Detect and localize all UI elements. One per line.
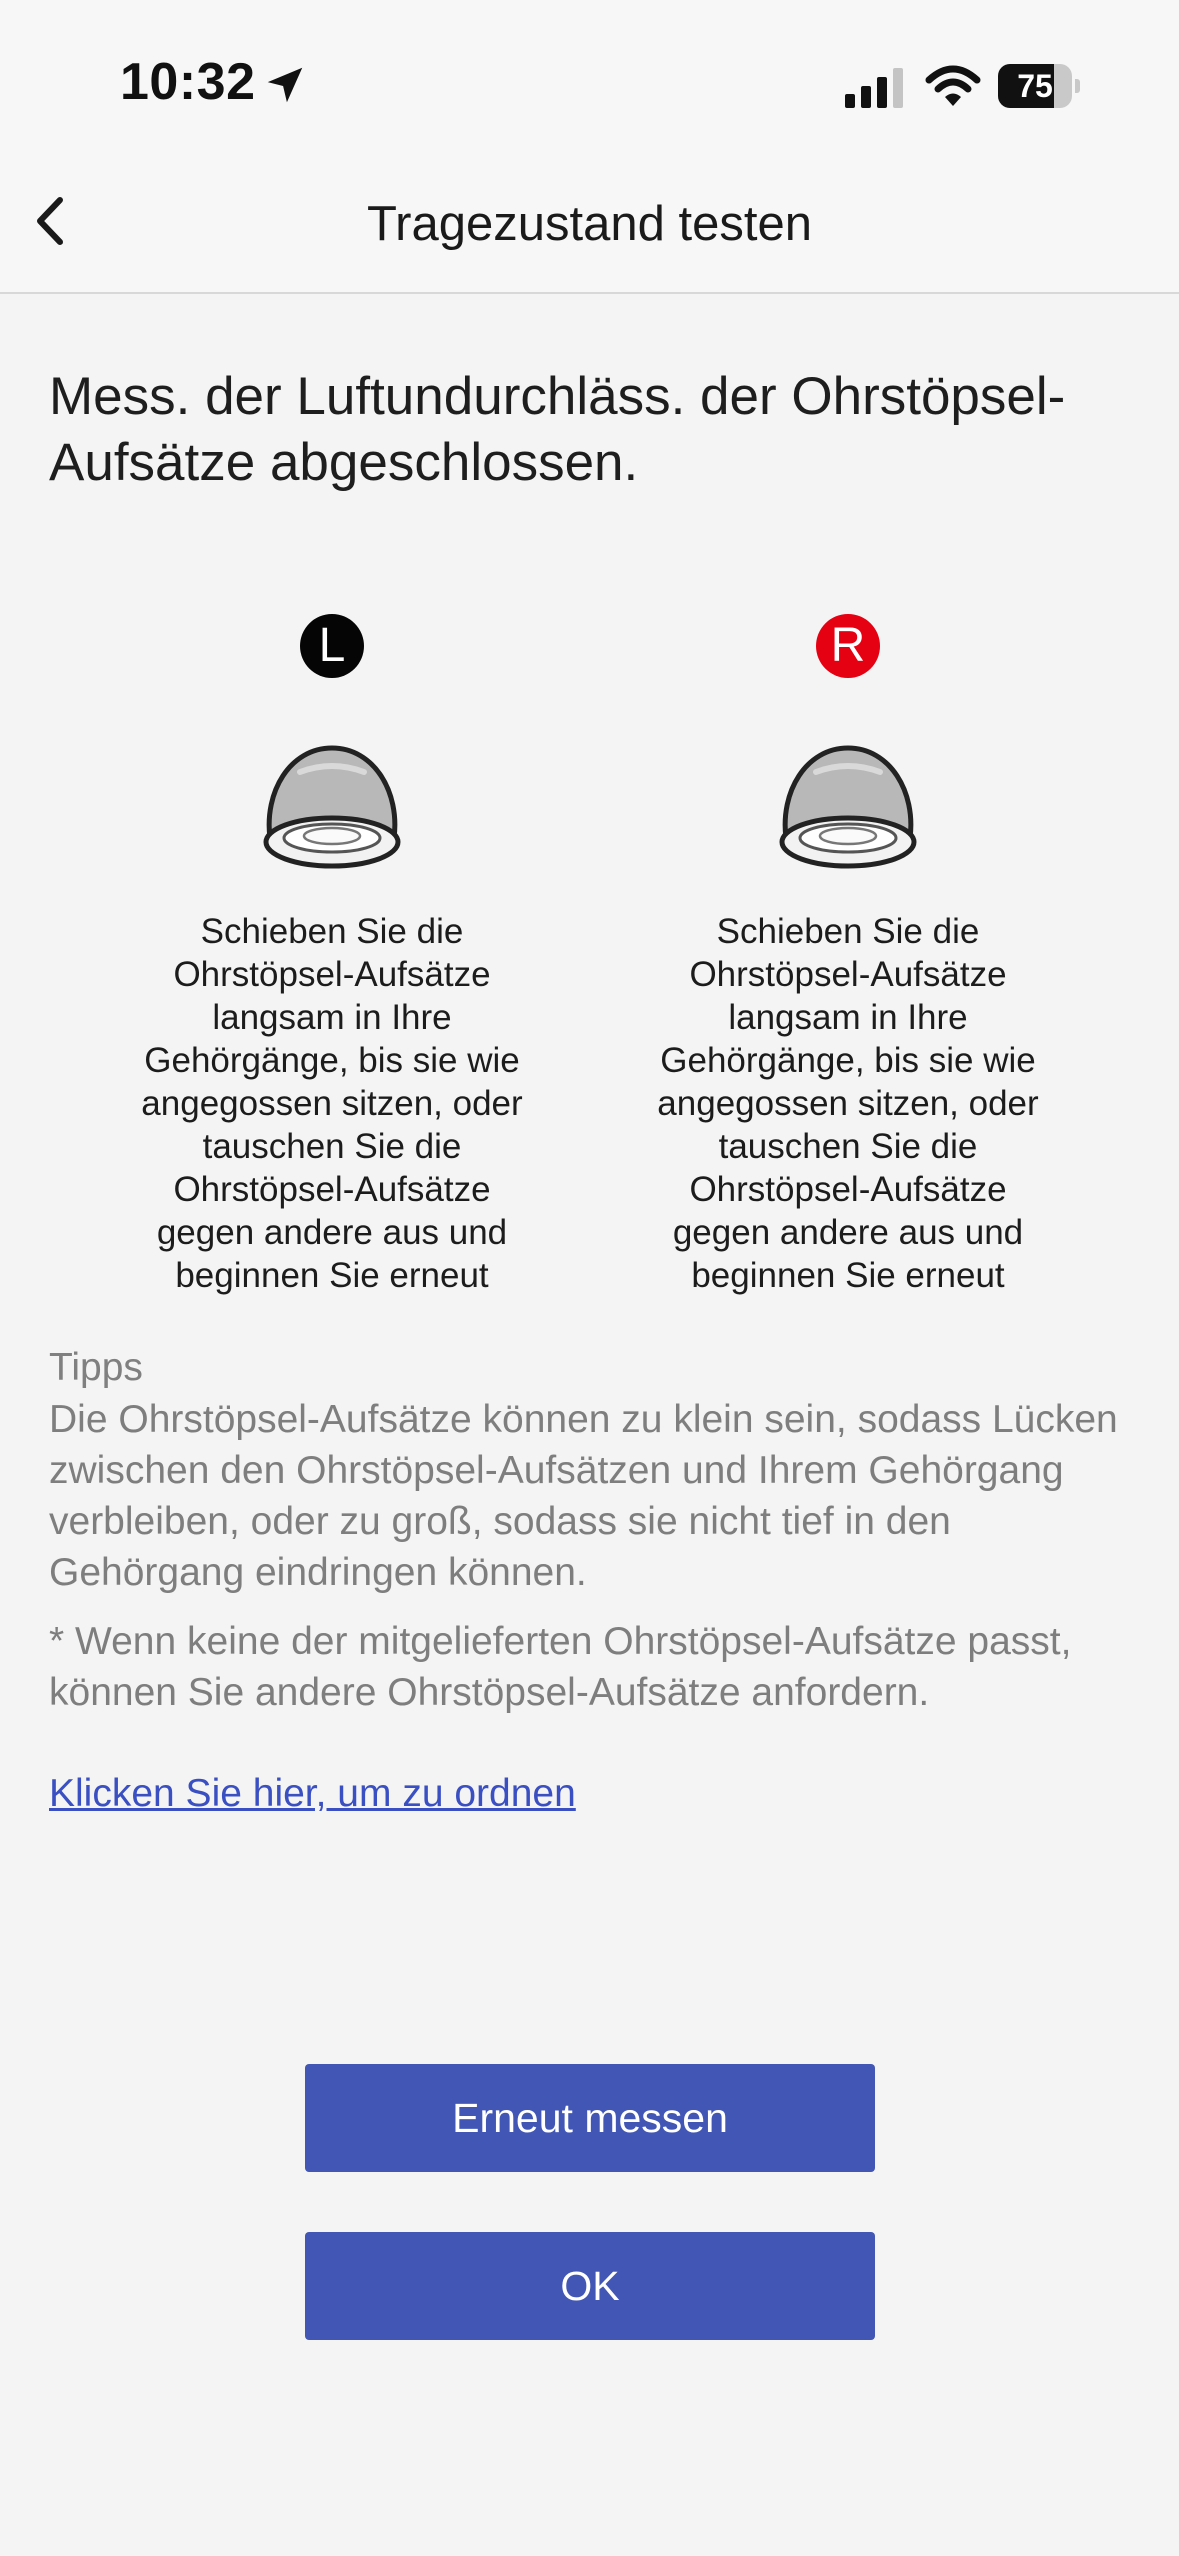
result-headline: Mess. der Luftundurchläss. der Ohrstöpsel-Aufsätze abgeschlossen. xyxy=(49,367,1066,492)
location-arrow-icon xyxy=(262,62,308,108)
right-ear-panel xyxy=(638,614,1058,1297)
ok-button[interactable]: OK xyxy=(305,2232,875,2340)
right-ear-badge: R xyxy=(816,614,880,678)
navigation-bar xyxy=(0,150,1179,294)
page-title: Tragezustand testen xyxy=(367,197,812,251)
tips-text: Die Ohrstöpsel-Aufsätze können zu klein sein, sodass Lücken zwischen den Ohrstöpsel-Aufsätzen und Ihrem Gehörgang verbleiben, oder zu groß, sodass sie nicht tief in den Gehörgang eindringen können. xyxy=(49,1398,1118,1594)
eartip-icon xyxy=(260,742,404,872)
right-ear-instruction: Schieben Sie die Ohrstöpsel-Aufsätze langsam in Ihre Gehörgänge, bis sie wie angegossen sitzen, oder tauschen Sie die Ohrstöpsel-Aufsätze gegen andere aus und beginnen Sie erneut xyxy=(657,912,1039,1295)
battery-level: 75 xyxy=(1017,68,1053,104)
left-ear-panel xyxy=(122,614,542,1297)
cellular-signal-icon xyxy=(845,66,907,110)
order-eartips-link[interactable]: Klicken Sie hier, um zu ordnen xyxy=(49,1772,576,1815)
status-time: 10:32 xyxy=(120,53,256,111)
wifi-icon xyxy=(925,64,981,108)
eartip-icon xyxy=(776,742,920,872)
left-ear-badge: L xyxy=(300,614,364,678)
remeasure-button[interactable]: Erneut messen xyxy=(305,2064,875,2172)
battery-indicator xyxy=(998,64,1080,108)
left-ear-instruction: Schieben Sie die Ohrstöpsel-Aufsätze langsam in Ihre Gehörgänge, bis sie wie angegossen sitzen, oder tauschen Sie die Ohrstöpsel-Aufsätze gegen andere aus und beginnen Sie erneut xyxy=(141,912,523,1295)
status-bar xyxy=(0,0,1179,150)
order-note: * Wenn keine der mitgelieferten Ohrstöpsel-Aufsätze passt, können Sie andere Ohrstöpsel-Aufsätze anfordern. xyxy=(49,1620,1072,1714)
tips-heading: Tipps xyxy=(49,1346,143,1389)
